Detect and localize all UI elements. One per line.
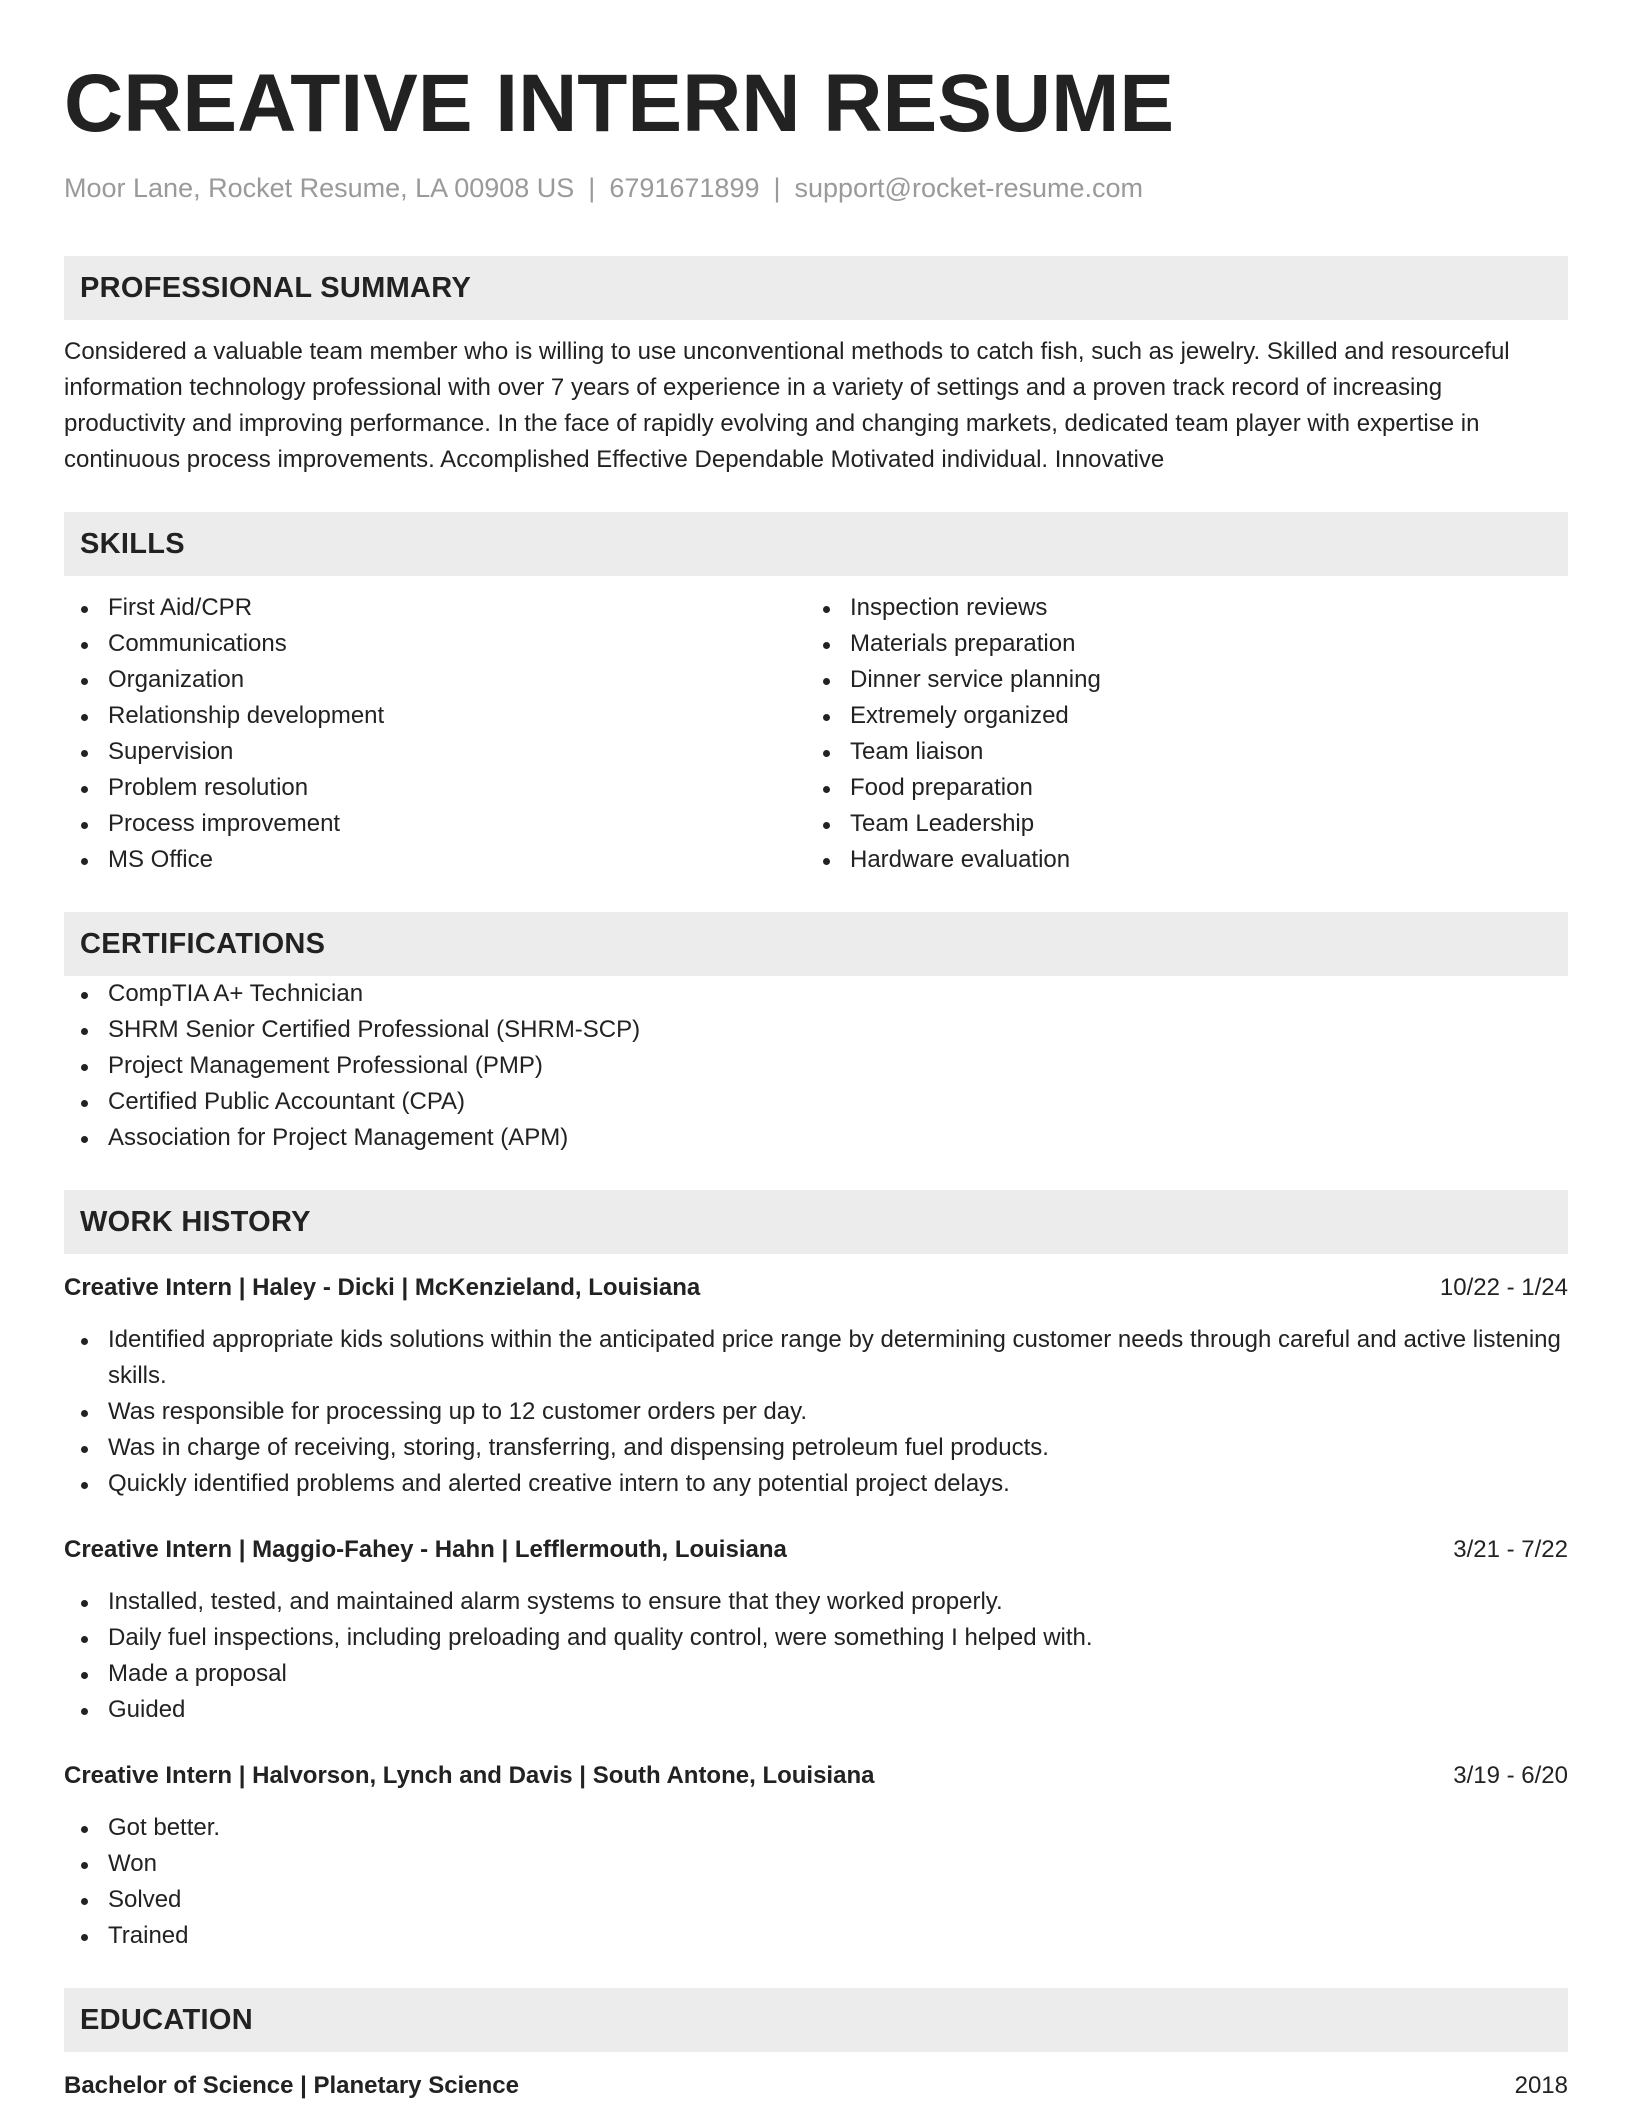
contact-line bbox=[64, 170, 1568, 206]
certifications-list bbox=[64, 976, 1568, 1156]
job-bullet: Installed, tested, and maintained alarm systems to ensure that they worked properly. bbox=[64, 1584, 1568, 1620]
job-title: Creative Intern | Haley - Dicki | McKenzieland, Louisiana bbox=[64, 1274, 701, 1301]
contact-separator: | bbox=[588, 173, 596, 203]
skill-item: Team Leadership bbox=[806, 806, 1548, 842]
summary-text: Considered a valuable team member who is willing to use unconventional methods to catch fish, such as jewelry. Skilled and resourceful information technology professional with over 7 years of experience in a variety of settings and a proven track record of increasing productivity and improving performance. In the face of rapidly evolving and changing markets, dedicated team player with expertise in continuous process improvements. Accomplished Effective Dependable Motivated individual. Innovative bbox=[64, 338, 1510, 473]
job-bullet: Got better. bbox=[64, 1810, 1568, 1846]
skill-item: Food preparation bbox=[806, 770, 1548, 806]
job-header bbox=[64, 1758, 1568, 1794]
section-header-work-history: WORK HISTORY bbox=[64, 1190, 1568, 1254]
skill-item: Process improvement bbox=[64, 806, 806, 842]
resume-title: CREATIVE INTERN RESUME bbox=[64, 58, 1175, 149]
contact-separator: | bbox=[773, 173, 781, 203]
contact-phone: 6791671899 bbox=[609, 173, 760, 203]
skills-column-left bbox=[64, 590, 806, 878]
contact-address: Moor Lane, Rocket Resume, LA 00908 US bbox=[64, 173, 575, 203]
section-header-certifications: CERTIFICATIONS bbox=[64, 912, 1568, 976]
skill-item: Relationship development bbox=[64, 698, 806, 734]
section-header-education: EDUCATION bbox=[64, 1988, 1568, 2052]
skill-item: Team liaison bbox=[806, 734, 1548, 770]
skill-item: Communications bbox=[64, 626, 806, 662]
job-dates: 10/22 - 1/24 bbox=[1439, 1274, 1568, 1301]
job-bullets bbox=[64, 1810, 1568, 1954]
skills-grid bbox=[64, 590, 1568, 878]
skill-item: Extremely organized bbox=[806, 698, 1548, 734]
job-bullet: Identified appropriate kids solutions within the anticipated price range by determining customer needs through careful and active listening skills. bbox=[64, 1322, 1568, 1394]
education-year: 2018 bbox=[1514, 2072, 1568, 2099]
certification-item: Association for Project Management (APM) bbox=[64, 1120, 1568, 1156]
job-header bbox=[64, 1270, 1568, 1306]
job-bullets bbox=[64, 1322, 1568, 1502]
section-header-skills: SKILLS bbox=[64, 512, 1568, 576]
job-dates: 3/19 - 6/20 bbox=[1453, 1762, 1568, 1789]
job-entry bbox=[64, 1532, 1568, 1728]
job-title: Creative Intern | Maggio-Fahey - Hahn | Lefflermouth, Louisiana bbox=[64, 1536, 787, 1563]
job-bullet: Guided bbox=[64, 1692, 1568, 1728]
job-dates: 3/21 - 7/22 bbox=[1453, 1536, 1568, 1563]
job-bullet: Daily fuel inspections, including preloading and quality control, were something I helped with. bbox=[64, 1620, 1568, 1656]
job-bullets bbox=[64, 1584, 1568, 1728]
job-entry bbox=[64, 1270, 1568, 1502]
education-degree: Bachelor of Science | Planetary Science bbox=[64, 2072, 519, 2099]
job-bullet: Was responsible for processing up to 12 customer orders per day. bbox=[64, 1394, 1568, 1430]
skill-item: Organization bbox=[64, 662, 806, 698]
job-header bbox=[64, 1532, 1568, 1568]
certification-item: CompTIA A+ Technician bbox=[64, 976, 1568, 1012]
job-bullet: Was in charge of receiving, storing, transferring, and dispensing petroleum fuel products. bbox=[64, 1430, 1568, 1466]
skill-item: Inspection reviews bbox=[806, 590, 1548, 626]
job-bullet: Made a proposal bbox=[64, 1656, 1568, 1692]
skill-item: Dinner service planning bbox=[806, 662, 1548, 698]
job-bullet: Trained bbox=[64, 1918, 1568, 1954]
certification-item: SHRM Senior Certified Professional (SHRM-SCP) bbox=[64, 1012, 1568, 1048]
skill-item: Supervision bbox=[64, 734, 806, 770]
skill-item: Hardware evaluation bbox=[806, 842, 1548, 878]
skills-column-right bbox=[806, 590, 1548, 878]
skill-item: MS Office bbox=[64, 842, 806, 878]
skill-item: First Aid/CPR bbox=[64, 590, 806, 626]
job-title: Creative Intern | Halvorson, Lynch and Davis | South Antone, Louisiana bbox=[64, 1762, 875, 1789]
job-bullet: Solved bbox=[64, 1882, 1568, 1918]
skill-item: Materials preparation bbox=[806, 626, 1548, 662]
certification-item: Certified Public Accountant (CPA) bbox=[64, 1084, 1568, 1120]
job-entry bbox=[64, 1758, 1568, 1954]
resume-page bbox=[64, 0, 1568, 2104]
job-bullet: Won bbox=[64, 1846, 1568, 1882]
contact-email: support@rocket-resume.com bbox=[794, 173, 1144, 203]
job-bullet: Quickly identified problems and alerted creative intern to any potential project delays. bbox=[64, 1466, 1568, 1502]
skill-item: Problem resolution bbox=[64, 770, 806, 806]
education-entry bbox=[64, 2068, 1568, 2104]
certification-item: Project Management Professional (PMP) bbox=[64, 1048, 1568, 1084]
section-header-summary: PROFESSIONAL SUMMARY bbox=[64, 256, 1568, 320]
